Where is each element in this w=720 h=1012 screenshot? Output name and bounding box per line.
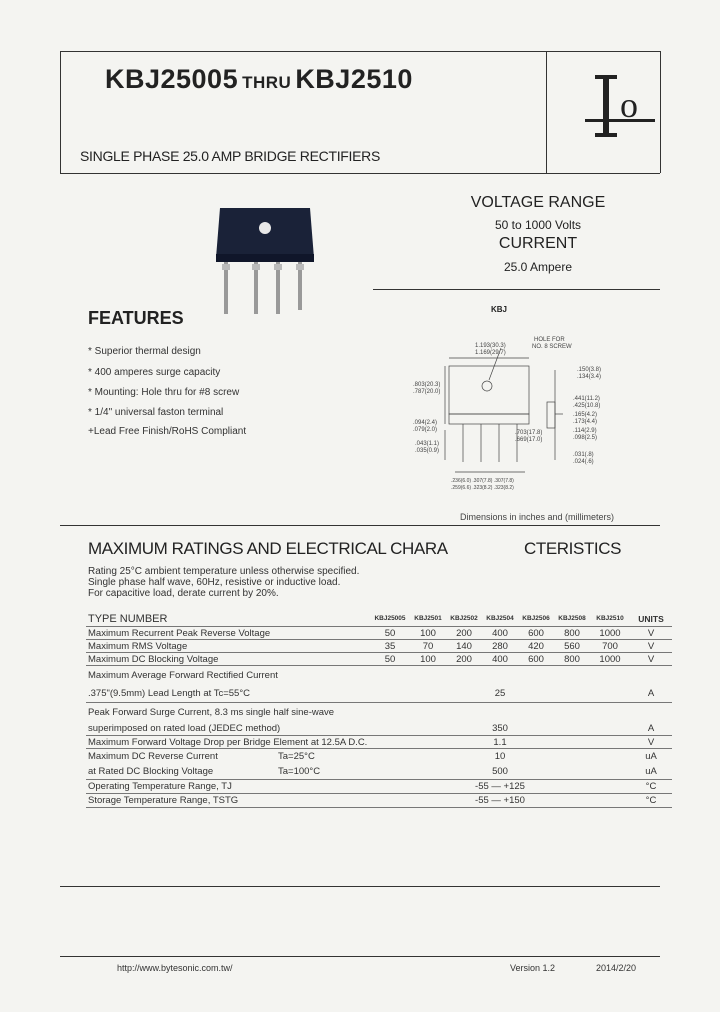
dim-left-d2: .035(0.9) xyxy=(415,448,440,454)
page-subtitle: SINGLE PHASE 25.0 AMP BRIDGE RECTIFIERS xyxy=(80,148,381,164)
dim-left-h2: .787(20.0) xyxy=(413,389,441,395)
table-row xyxy=(86,780,672,794)
dim-left-d1: .043(1.1) xyxy=(415,441,440,447)
cell: 500 xyxy=(370,763,630,780)
unit: °C xyxy=(630,794,672,808)
section-divider xyxy=(60,525,660,526)
row-label: Peak Forward Surge Current, 8.3 ms single half sine-wave xyxy=(88,706,335,718)
dim-r-a2: .425(10.8) xyxy=(573,403,601,409)
row-label-text: Maximum DC Reverse Current xyxy=(88,750,218,762)
dim-top-width: 1.193(30.3) xyxy=(475,343,506,349)
unit: V xyxy=(630,640,672,653)
package-drawing xyxy=(405,330,615,505)
feature-item: * 400 amperes surge capacity xyxy=(88,367,221,378)
unit: A xyxy=(630,684,672,703)
cell: 1000 xyxy=(590,653,630,666)
title-thru: THRU xyxy=(242,73,292,92)
cell: 140 xyxy=(446,640,482,653)
row-label xyxy=(86,749,370,764)
dim-r-b1: .165(4.2) xyxy=(573,412,598,418)
footer-date: 2014/2/20 xyxy=(596,963,637,973)
cell: 100 xyxy=(410,653,446,666)
cell: -55 — +150 xyxy=(370,794,630,808)
cell: 280 xyxy=(482,640,518,653)
cell: 1.1 xyxy=(370,736,630,749)
cell: 1000 xyxy=(590,627,630,640)
header-right-border xyxy=(660,51,661,173)
range-divider xyxy=(373,289,660,290)
col-kbj2506: KBJ2506 xyxy=(518,611,554,627)
cell: 200 xyxy=(446,627,482,640)
row-label: .375"(9.5mm) Lead Length at Tc=55°C xyxy=(86,684,370,703)
rating-note: For capacitive load, derate current by 20%. xyxy=(88,588,279,599)
table-row xyxy=(86,640,672,653)
package-name: KBJ xyxy=(491,305,508,314)
footer-divider xyxy=(60,956,660,957)
dim-mid-2: .669(17.0) xyxy=(515,437,543,443)
title-left: KBJ25005 xyxy=(105,64,239,94)
row-label: Maximum Average Forward Rectified Current xyxy=(88,669,278,681)
voltage-range-label: VOLTAGE RANGE xyxy=(470,194,606,211)
header-left-border xyxy=(60,51,61,173)
ratings-heading: MAXIMUM RATINGS AND ELECTRICAL CHARA xyxy=(88,539,448,558)
dim-right-2: .134(3.4) xyxy=(577,374,602,380)
current-value: 25.0 Ampere xyxy=(503,260,573,274)
dimension-note: Dimensions in inches and (millimeters) xyxy=(460,512,615,522)
col-units: UNITS xyxy=(630,611,672,627)
dim-hole-note: HOLE FOR xyxy=(534,337,565,343)
row-label: Operating Temperature Range, TJ xyxy=(86,780,370,794)
cell: 350 xyxy=(370,721,630,736)
table-row xyxy=(86,703,672,722)
cell: 70 xyxy=(410,640,446,653)
dim-left-c1: .094(2.4) xyxy=(413,420,438,426)
table-row xyxy=(86,794,672,808)
cell: 100 xyxy=(410,627,446,640)
row-condition: Ta=25°C xyxy=(278,750,315,762)
table-row xyxy=(86,653,672,666)
cell: 200 xyxy=(446,653,482,666)
cell: 50 xyxy=(370,627,410,640)
ratings-table xyxy=(86,611,672,808)
ratings-heading-cont: CTERISTICS xyxy=(524,539,622,558)
dim-left-h1: .803(20.3) xyxy=(413,382,441,388)
table-header-row xyxy=(86,611,672,627)
feature-item: * 1/4" universal faston terminal xyxy=(88,407,224,418)
row-label: Maximum DC Blocking Voltage xyxy=(86,653,370,666)
features-heading: FEATURES xyxy=(88,308,184,328)
row-label: Maximum RMS Voltage xyxy=(86,640,370,653)
row-label: Maximum Recurrent Peak Reverse Voltage xyxy=(86,627,370,640)
dim-hole-note: NO. 8 SCREW xyxy=(532,344,572,350)
table-row xyxy=(86,684,672,703)
table-row xyxy=(86,721,672,736)
cell: 700 xyxy=(590,640,630,653)
cell: 400 xyxy=(482,653,518,666)
cell: -55 — +125 xyxy=(370,780,630,794)
dim-r-a1: .441(11.2) xyxy=(573,396,600,402)
unit: °C xyxy=(630,780,672,794)
dim-bottom-1: .236(6.0) .307(7.8) .307(7.8) xyxy=(451,478,514,484)
row-label: Maximum Forward Voltage Drop per Bridge Element at 12.5A D.C. xyxy=(86,736,370,749)
col-kbj2502: KBJ2502 xyxy=(446,611,482,627)
row-condition: Ta=100°C xyxy=(278,765,321,777)
dim-top-width-min: 1.169(29.7) xyxy=(475,350,506,356)
table-row xyxy=(86,763,672,780)
bottom-divider xyxy=(60,886,660,887)
cell: 800 xyxy=(554,653,590,666)
cell: 25 xyxy=(370,684,630,703)
unit: uA xyxy=(645,750,657,762)
logo-letter: o xyxy=(620,85,638,125)
feature-item: * Mounting: Hole thru for #8 screw xyxy=(88,387,240,398)
row-label-text: at Rated DC Blocking Voltage xyxy=(88,765,214,777)
col-kbj2510: KBJ2510 xyxy=(590,611,630,627)
dim-r-b2: .173(4.4) xyxy=(573,419,598,425)
cell: 560 xyxy=(554,640,590,653)
col-kbj2501: KBJ2501 xyxy=(410,611,446,627)
cell: 420 xyxy=(518,640,554,653)
table-row xyxy=(86,749,672,764)
cell: 35 xyxy=(370,640,410,653)
row-label xyxy=(86,763,370,780)
feature-item: * Superior thermal design xyxy=(88,346,201,357)
col-type-number: TYPE NUMBER xyxy=(86,611,370,627)
header-bottom-border xyxy=(60,173,660,174)
component-image xyxy=(210,200,320,323)
table-row xyxy=(86,736,672,749)
cell: 600 xyxy=(518,653,554,666)
header-divider xyxy=(546,51,547,173)
cell: 600 xyxy=(518,627,554,640)
table-row xyxy=(86,627,672,640)
top-border xyxy=(60,51,660,52)
table-row xyxy=(86,666,672,685)
dim-r-b4: .098(2.5) xyxy=(573,435,598,441)
unit: V xyxy=(630,627,672,640)
footer-url[interactable]: http://www.bytesonic.com.tw/ xyxy=(117,963,233,973)
col-kbj25005: KBJ25005 xyxy=(370,611,410,627)
company-logo xyxy=(583,73,658,158)
row-label: Storage Temperature Range, TSTG xyxy=(86,794,370,808)
dim-r-c2: .024(.6) xyxy=(573,459,594,465)
unit: uA xyxy=(630,763,672,780)
dim-left-c2: .079(2.0) xyxy=(413,427,438,433)
rating-note: Single phase half wave, 60Hz, resistive or inductive load. xyxy=(88,577,341,588)
dim-bottom-2: .259(6.6) .323(8.2) .323(8.2) xyxy=(451,485,514,491)
current-label: CURRENT xyxy=(498,235,578,252)
unit: V xyxy=(630,653,672,666)
voltage-range-value: 50 to 1000 Volts xyxy=(494,218,582,232)
cell: 400 xyxy=(482,627,518,640)
dim-r-c1: .031(.8) xyxy=(573,452,594,458)
dim-right-1: .150(3.8) xyxy=(577,367,602,373)
unit: A xyxy=(630,721,672,736)
dim-r-b3: .114(2.9) xyxy=(573,428,597,434)
title-right: KBJ2510 xyxy=(295,64,413,94)
unit: V xyxy=(630,736,672,749)
col-kbj2504: KBJ2504 xyxy=(482,611,518,627)
cell: 800 xyxy=(554,627,590,640)
dim-mid-1: .703(17.8) xyxy=(515,430,543,436)
cell: 50 xyxy=(370,653,410,666)
row-label: superimposed on rated load (JEDEC method) xyxy=(86,721,370,736)
cell: 10 xyxy=(494,750,506,762)
feature-item: +Lead Free Finish/RoHS Compliant xyxy=(88,426,247,437)
rating-note: Rating 25°C ambient temperature unless otherwise specified. xyxy=(88,566,360,577)
footer-version: Version 1.2 xyxy=(510,963,556,973)
page-title xyxy=(105,64,413,95)
col-kbj2508: KBJ2508 xyxy=(554,611,590,627)
